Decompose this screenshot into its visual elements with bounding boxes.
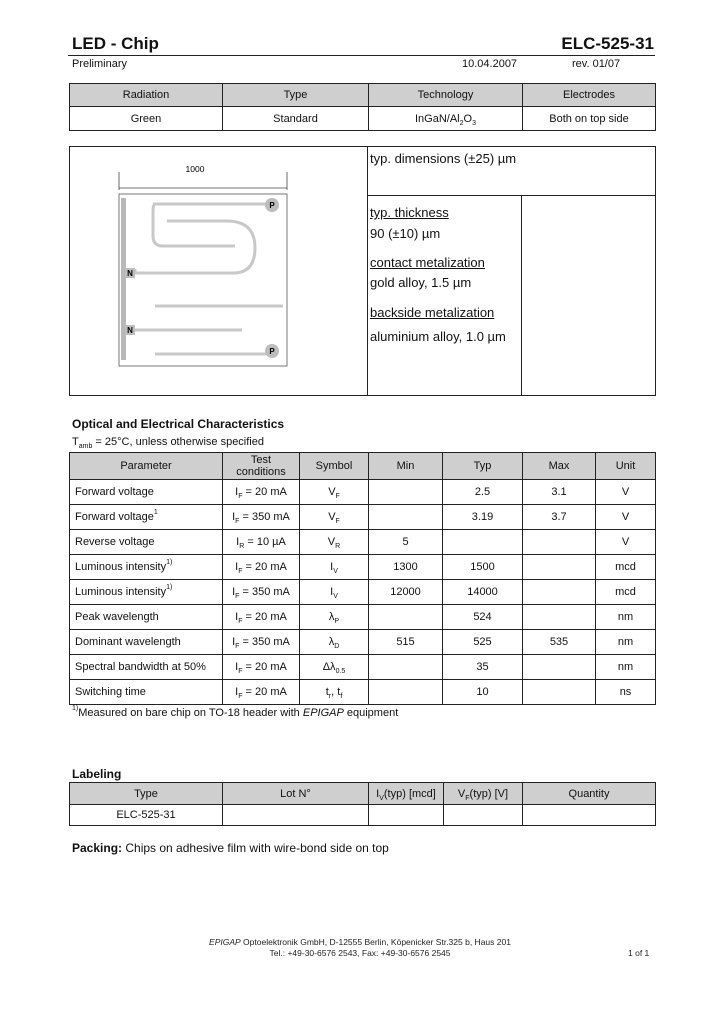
row-condition: IF = 20 mA <box>223 480 300 505</box>
row-max: 3.1 <box>523 480 596 505</box>
row-max <box>523 530 596 555</box>
row-typ: 1500 <box>443 555 523 580</box>
label-lot-value <box>223 805 369 826</box>
col-unit: Unit <box>596 453 656 480</box>
label-quantity-value <box>523 805 656 826</box>
row-condition: IF = 350 mA <box>223 505 300 530</box>
optical-conditions: Tamb = 25°C, unless otherwise specified <box>72 436 264 450</box>
row-unit: V <box>596 505 656 530</box>
packing-label: Packing: <box>72 841 123 855</box>
col-min: Min <box>369 453 443 480</box>
row-condition: IF = 350 mA <box>223 630 300 655</box>
packing-text: Chips on adhesive film with wire-bond side on top <box>125 841 389 855</box>
row-min: 5 <box>369 530 443 555</box>
row-unit: V <box>596 530 656 555</box>
row-typ: 525 <box>443 630 523 655</box>
row-min <box>369 605 443 630</box>
label-col-quantity: Quantity <box>523 783 656 805</box>
row-condition: IF = 20 mA <box>223 605 300 630</box>
spec-contact-value: gold alloy, 1.5 µm <box>370 275 472 290</box>
optical-row <box>70 580 656 605</box>
svg-text:N: N <box>127 326 133 335</box>
chip-layout-drawing <box>105 160 295 370</box>
row-condition: IF = 20 mA <box>223 555 300 580</box>
row-max <box>523 580 596 605</box>
row-typ: 524 <box>443 605 523 630</box>
row-symbol: IV <box>300 580 369 605</box>
row-typ: 14000 <box>443 580 523 605</box>
row-typ: 35 <box>443 655 523 680</box>
spec-backside-label: backside metalization <box>370 305 495 320</box>
status-text: Preliminary <box>72 58 128 70</box>
summary-header-type: Type <box>223 84 369 107</box>
row-parameter: Spectral bandwidth at 50% <box>70 655 223 680</box>
row-max: 3.7 <box>523 505 596 530</box>
col-parameter: Parameter <box>70 453 223 480</box>
col-typ: Typ <box>443 453 523 480</box>
optical-row <box>70 530 656 555</box>
row-parameter: Luminous intensity$^{1)}$ <box>70 580 223 605</box>
row-symbol: λP <box>300 605 369 630</box>
optical-section-title: Optical and Electrical Characteristics <box>72 417 285 431</box>
row-min: 515 <box>369 630 443 655</box>
row-max <box>523 680 596 705</box>
row-unit: mcd <box>596 555 656 580</box>
row-min <box>369 505 443 530</box>
row-parameter: Switching time <box>70 680 223 705</box>
svg-text:N: N <box>127 269 133 278</box>
labeling-table <box>69 782 656 826</box>
date-text: 10.04.2007 <box>462 58 518 70</box>
summary-type: Standard <box>223 107 369 131</box>
summary-header-technology: Technology <box>369 84 523 107</box>
spec-backside-value: aluminium alloy, 1.0 µm <box>370 329 506 344</box>
row-parameter: Forward voltage$^1$ <box>70 505 223 530</box>
row-max: 535 <box>523 630 596 655</box>
svg-text:P: P <box>269 201 275 210</box>
row-condition: IF = 350 mA <box>223 580 300 605</box>
doc-title: LED - Chip <box>72 34 159 53</box>
optical-footnote: $^{1)}$Measured on bare chip on TO-18 header with EPIGAP equipment <box>72 705 399 719</box>
summary-header-radiation: Radiation <box>70 84 223 107</box>
row-unit: mcd <box>596 580 656 605</box>
optical-row <box>70 655 656 680</box>
row-symbol: VF <box>300 505 369 530</box>
row-unit: nm <box>596 605 656 630</box>
row-symbol: Δλ0.5 <box>300 655 369 680</box>
summary-radiation: Green <box>70 107 223 131</box>
row-condition: IF = 20 mA <box>223 680 300 705</box>
spec-thickness-label: typ. thickness <box>370 205 449 220</box>
row-condition: IR = 10 µA <box>223 530 300 555</box>
optical-row <box>70 605 656 630</box>
row-parameter: Peak wavelength <box>70 605 223 630</box>
spec-thickness-value: 90 (±10) µm <box>370 226 441 241</box>
row-min: 1300 <box>369 555 443 580</box>
label-vf-value <box>444 805 523 826</box>
row-parameter: Dominant wavelength <box>70 630 223 655</box>
row-symbol: IV <box>300 555 369 580</box>
footer-contact: Tel.: +49-30-6576 2543, Fax: +49-30-6576 2545 <box>269 948 451 958</box>
optical-row <box>70 505 656 530</box>
n-contact-bar <box>121 198 126 360</box>
label-col-lot: Lot N° <box>223 783 369 805</box>
row-typ <box>443 530 523 555</box>
spec-contact-label: contact metalization <box>370 255 485 270</box>
label-col-type: Type <box>70 783 223 805</box>
optical-row <box>70 480 656 505</box>
optical-row <box>70 555 656 580</box>
row-unit: V <box>596 480 656 505</box>
optical-row <box>70 680 656 705</box>
row-parameter: Reverse voltage <box>70 530 223 555</box>
row-parameter: Forward voltage <box>70 480 223 505</box>
summary-header-electrodes: Electrodes <box>523 84 656 107</box>
row-symbol: VR <box>300 530 369 555</box>
row-min <box>369 655 443 680</box>
row-condition: IF = 20 mA <box>223 655 300 680</box>
col-max: Max <box>523 453 596 480</box>
optical-table <box>69 452 656 705</box>
row-max <box>523 555 596 580</box>
col-test-conditions: Test conditions <box>223 453 300 480</box>
revision-text: rev. 01/07 <box>572 58 621 70</box>
row-unit: nm <box>596 655 656 680</box>
row-symbol: VF <box>300 480 369 505</box>
row-max <box>523 605 596 630</box>
row-min <box>369 680 443 705</box>
label-col-vf: VF(typ) [V] <box>444 783 523 805</box>
summary-technology: InGaN/Al2O3 <box>369 107 523 131</box>
row-symbol: tr, tf <box>300 680 369 705</box>
summary-electrodes: Both on top side <box>523 107 656 131</box>
row-unit: nm <box>596 630 656 655</box>
row-max <box>523 655 596 680</box>
label-type-value: ELC-525-31 <box>70 805 223 826</box>
row-typ: 2.5 <box>443 480 523 505</box>
row-typ: 3.19 <box>443 505 523 530</box>
row-unit: ns <box>596 680 656 705</box>
header-rule <box>68 55 655 56</box>
col-symbol: Symbol <box>300 453 369 480</box>
packing-line <box>72 841 389 855</box>
row-parameter: Luminous intensity$^{1)}$ <box>70 555 223 580</box>
row-min <box>369 480 443 505</box>
svg-text:P: P <box>269 347 275 356</box>
row-min: 12000 <box>369 580 443 605</box>
label-iv-value <box>369 805 444 826</box>
spec-dimensions: typ. dimensions (±25) µm <box>370 151 517 166</box>
optical-row <box>70 630 656 655</box>
label-col-iv: IV(typ) [mcd] <box>369 783 444 805</box>
part-number: ELC-525-31 <box>561 34 654 53</box>
dimension-label: 1000 <box>185 164 205 174</box>
summary-table <box>69 83 656 131</box>
footer-address: EPIGAP Optoelektronik GmbH, D-12555 Berlin, Köpenicker Str.325 b, Haus 201 <box>209 937 511 947</box>
row-typ: 10 <box>443 680 523 705</box>
page-number: 1 of 1 <box>628 948 650 958</box>
labeling-section-title: Labeling <box>72 767 122 781</box>
row-symbol: λD <box>300 630 369 655</box>
